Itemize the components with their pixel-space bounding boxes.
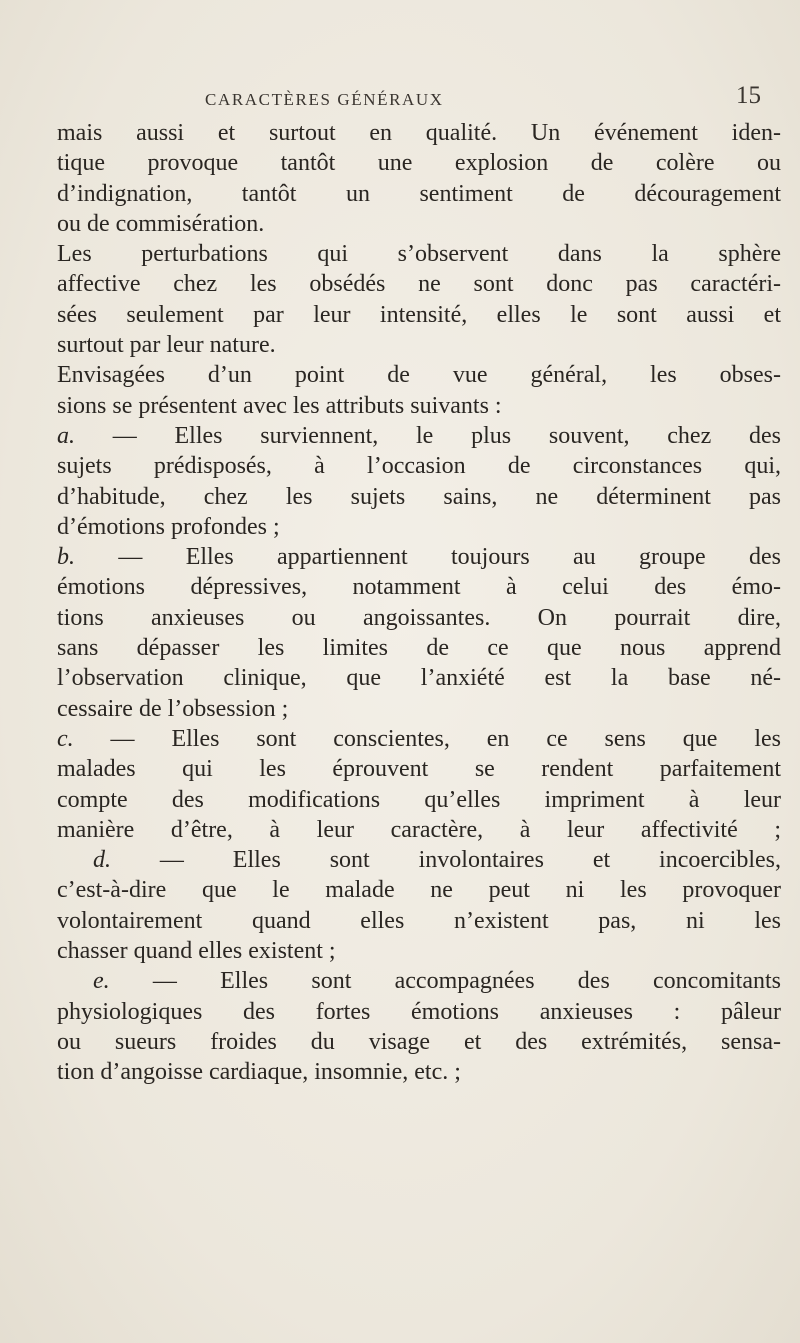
text-line: [57, 451, 781, 481]
line-text: émotions dépressives, notamment à celui des émo-: [57, 574, 781, 601]
text-line: [57, 542, 781, 572]
line-text: sans dépasser les limites de ce que nous apprend: [57, 635, 781, 662]
text-line: [57, 239, 781, 269]
line-text: sées seulement par leur intensité, elles le sont aussi et: [57, 301, 781, 328]
line-text: l’observation clinique, que l’anxiété est la base né-: [57, 665, 781, 692]
line-text: physiologiques des fortes émotions anxieuses : pâleur: [57, 998, 781, 1025]
list-marker: a.: [57, 422, 75, 449]
line-text: ou de commisération.: [57, 210, 265, 237]
text-line: [57, 724, 781, 754]
line-text: — Elles surviennent, le plus souvent, chez des: [75, 422, 781, 449]
text-line: [57, 966, 781, 996]
line-text: d’émotions profondes ;: [57, 513, 280, 540]
list-marker: d.: [93, 847, 111, 874]
line-text: sions se présentent avec les attributs suivants :: [57, 392, 502, 419]
text-line: [57, 391, 781, 421]
text-line: [57, 148, 781, 178]
text-line: [57, 997, 781, 1027]
line-text: manière d’être, à leur caractère, à leur affectivité ;: [57, 816, 781, 843]
text-line: [57, 936, 781, 966]
text-line: [57, 209, 781, 239]
line-text: tions anxieuses ou angoissantes. On pourrait dire,: [57, 604, 781, 631]
page-header: [0, 82, 800, 112]
line-text: — Elles sont conscientes, en ce sens que les: [73, 725, 781, 752]
line-text: cessaire de l’obsession ;: [57, 695, 289, 722]
line-text: affective chez les obsédés ne sont donc pas caractéri-: [57, 271, 781, 298]
list-marker: b.: [57, 544, 75, 571]
line-text: tique provoque tantôt une explosion de colère ou: [57, 150, 781, 177]
line-text: surtout par leur nature.: [57, 332, 276, 359]
text-line: [57, 815, 781, 845]
line-text: tion d’angoisse cardiaque, insomnie, etc. ;: [57, 1059, 461, 1086]
line-text: ou sueurs froides du visage et des extrémités, sensa-: [57, 1028, 781, 1055]
text-line: [57, 572, 781, 602]
line-text: — Elles appartiennent toujours au groupe des: [75, 544, 781, 571]
text-line: [57, 663, 781, 693]
page-number: 15: [736, 82, 761, 109]
line-text: Envisagées d’un point de vue général, les obses-: [57, 362, 781, 389]
text-line: [57, 603, 781, 633]
line-text: mais aussi et surtout en qualité. Un événement iden-: [57, 120, 781, 146]
line-text: d’indignation, tantôt un sentiment de découragement: [57, 180, 781, 207]
text-line: [57, 694, 781, 724]
text-line: [57, 300, 781, 330]
text-line: [57, 1057, 781, 1087]
text-line: [57, 785, 781, 815]
text-line: [57, 118, 781, 148]
text-line: [57, 906, 781, 936]
text-line: [57, 360, 781, 390]
list-marker: e.: [93, 968, 110, 995]
text-line: [57, 1027, 781, 1057]
text-line: [57, 330, 781, 360]
line-text: volontairement quand elles n’existent pas, ni les: [57, 907, 781, 934]
line-text: — Elles sont involontaires et incoercibles,: [111, 847, 781, 874]
text-line: [57, 754, 781, 784]
text-line: [57, 875, 781, 905]
text-line: [57, 482, 781, 512]
line-text: malades qui les éprouvent se rendent parfaitement: [57, 756, 781, 783]
line-text: chasser quand elles existent ;: [57, 938, 336, 965]
list-marker: c.: [57, 725, 74, 752]
line-text: c’est-à-dire que le malade ne peut ni les provoquer: [57, 877, 781, 904]
line-text: compte des modifications qu’elles impriment à leur: [57, 786, 781, 813]
line-text: sujets prédisposés, à l’occasion de circonstances qui,: [57, 453, 781, 480]
running-head: CARACTÈRES GÉNÉRAUX: [205, 90, 444, 109]
text-line: [57, 421, 781, 451]
line-text: Les perturbations qui s’observent dans la sphère: [57, 241, 781, 268]
line-text: — Elles sont accompagnées des concomitants: [109, 968, 781, 995]
text-line: [57, 845, 781, 875]
body-text: [57, 118, 781, 1088]
text-line: [57, 512, 781, 542]
text-line: [57, 269, 781, 299]
text-line: [57, 179, 781, 209]
text-line: [57, 633, 781, 663]
line-text: d’habitude, chez les sujets sains, ne déterminent pas: [57, 483, 781, 510]
